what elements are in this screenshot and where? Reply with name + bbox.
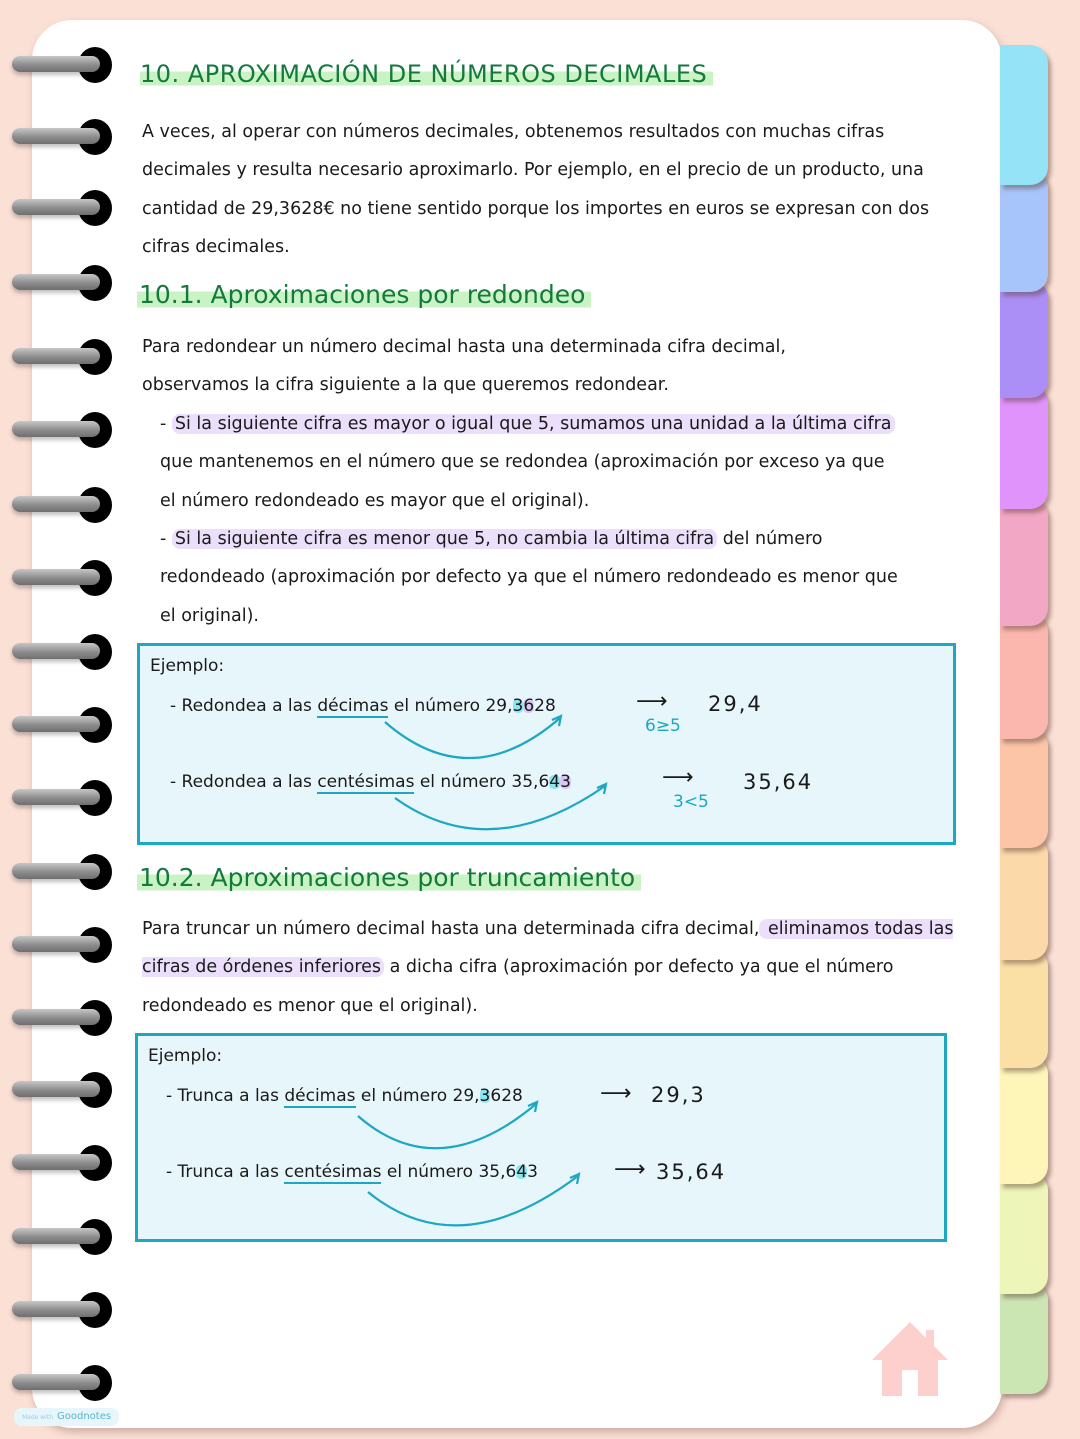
example-label: Ejemplo: [150, 656, 225, 676]
truncation-intro: Para truncar un número decimal hasta una determinada cifra decimal, eliminamos todas las cifras de órdenes inferiores a dicha cifra (aproximación por defecto ya que el número redondeado es menor que el original). [142, 919, 954, 1016]
tab-2[interactable] [1000, 170, 1048, 292]
tab-9[interactable] [1000, 948, 1048, 1068]
tab-1[interactable] [1000, 45, 1048, 185]
tab-8[interactable] [1000, 836, 1048, 960]
result-1: 29,4 [708, 692, 763, 716]
highlight-rule-1: Si la siguiente cifra es mayor o igual que 5, sumamos una unidad a la última cifra [172, 414, 895, 434]
example-rounding-2: - Redondea a las centésimas el número 35,643 [170, 772, 571, 792]
comparison-2: 3<5 [673, 792, 709, 812]
rounding-example-box [137, 643, 956, 845]
rounding-rule-1: - Si la siguiente cifra es mayor o igual que 5, sumamos una unidad a la última cifra que mantenemos en el número que se redondea (aproximación por exceso ya que el número redondeado es mayor que el original). [160, 405, 905, 520]
example-truncation-1: - Trunca a las décimas el número 29,3628 [166, 1086, 523, 1106]
rounding-intro: Para redondear un número decimal hasta una determinada cifra decimal, observamos la cifra siguiente a la que queremos redondear. [142, 337, 786, 396]
tab-4[interactable] [1000, 385, 1048, 509]
tab-12[interactable] [1000, 1282, 1048, 1394]
highlight-truncation: eliminamos todas las cifras de órdenes inferiores [142, 919, 954, 978]
tab-5[interactable] [1000, 498, 1048, 626]
result-2: 35,64 [743, 770, 814, 794]
truncation-example-box [135, 1033, 947, 1242]
example-rounding-1: - Redondea a las décimas el número 29,3628 [170, 696, 556, 716]
subsection-title-truncation: 10.2. Aproximaciones por truncamiento [137, 863, 641, 892]
curved-arrow-icon [140, 646, 141, 647]
arrow-icon: ⟶ [600, 1081, 632, 1106]
highlight-rule-2: Si la siguiente cifra es menor que 5, no cambia la última cifra [172, 529, 717, 549]
tab-7[interactable] [1000, 728, 1048, 848]
arrow-icon: ⟶ [662, 765, 694, 790]
result-4: 35,64 [656, 1160, 727, 1184]
result-3: 29,3 [651, 1083, 706, 1107]
intro-paragraph: A veces, al operar con números decimales, obtenemos resultados con muchas cifras decimales y resulta necesario aproximarlo. Por ejemplo, en el precio de un producto, una cantidad de 29,3628€ no tiene sentido porque los importes en euros se expresan con dos cifras decimales. [142, 122, 930, 257]
rounding-rule-2: - Si la siguiente cifra es menor que 5, no cambia la última cifra del número redondeado (aproximación por defecto ya que el número redondeado es menor que el original). [160, 529, 898, 626]
home-icon[interactable] [868, 1318, 952, 1398]
tab-11[interactable] [1000, 1172, 1048, 1294]
arrow-icon: ⟶ [614, 1157, 646, 1182]
subsection-title-rounding: 10.1. Aproximaciones por redondeo [137, 280, 591, 309]
tab-10[interactable] [1000, 1056, 1048, 1184]
example-truncation-2: - Trunca a las centésimas el número 35,643 [166, 1162, 538, 1182]
tab-3[interactable] [1000, 280, 1048, 398]
goodnotes-watermark: Made with Goodnotes [14, 1408, 119, 1426]
arrow-icon: ⟶ [636, 689, 668, 714]
comparison-1: 6≥5 [645, 716, 681, 736]
tab-6[interactable] [1000, 614, 1048, 739]
curved-arrow-icon [138, 1036, 139, 1037]
page-title: 10. APROXIMACIÓN DE NÚMEROS DECIMALES [140, 58, 713, 88]
example-label: Ejemplo: [148, 1046, 223, 1066]
